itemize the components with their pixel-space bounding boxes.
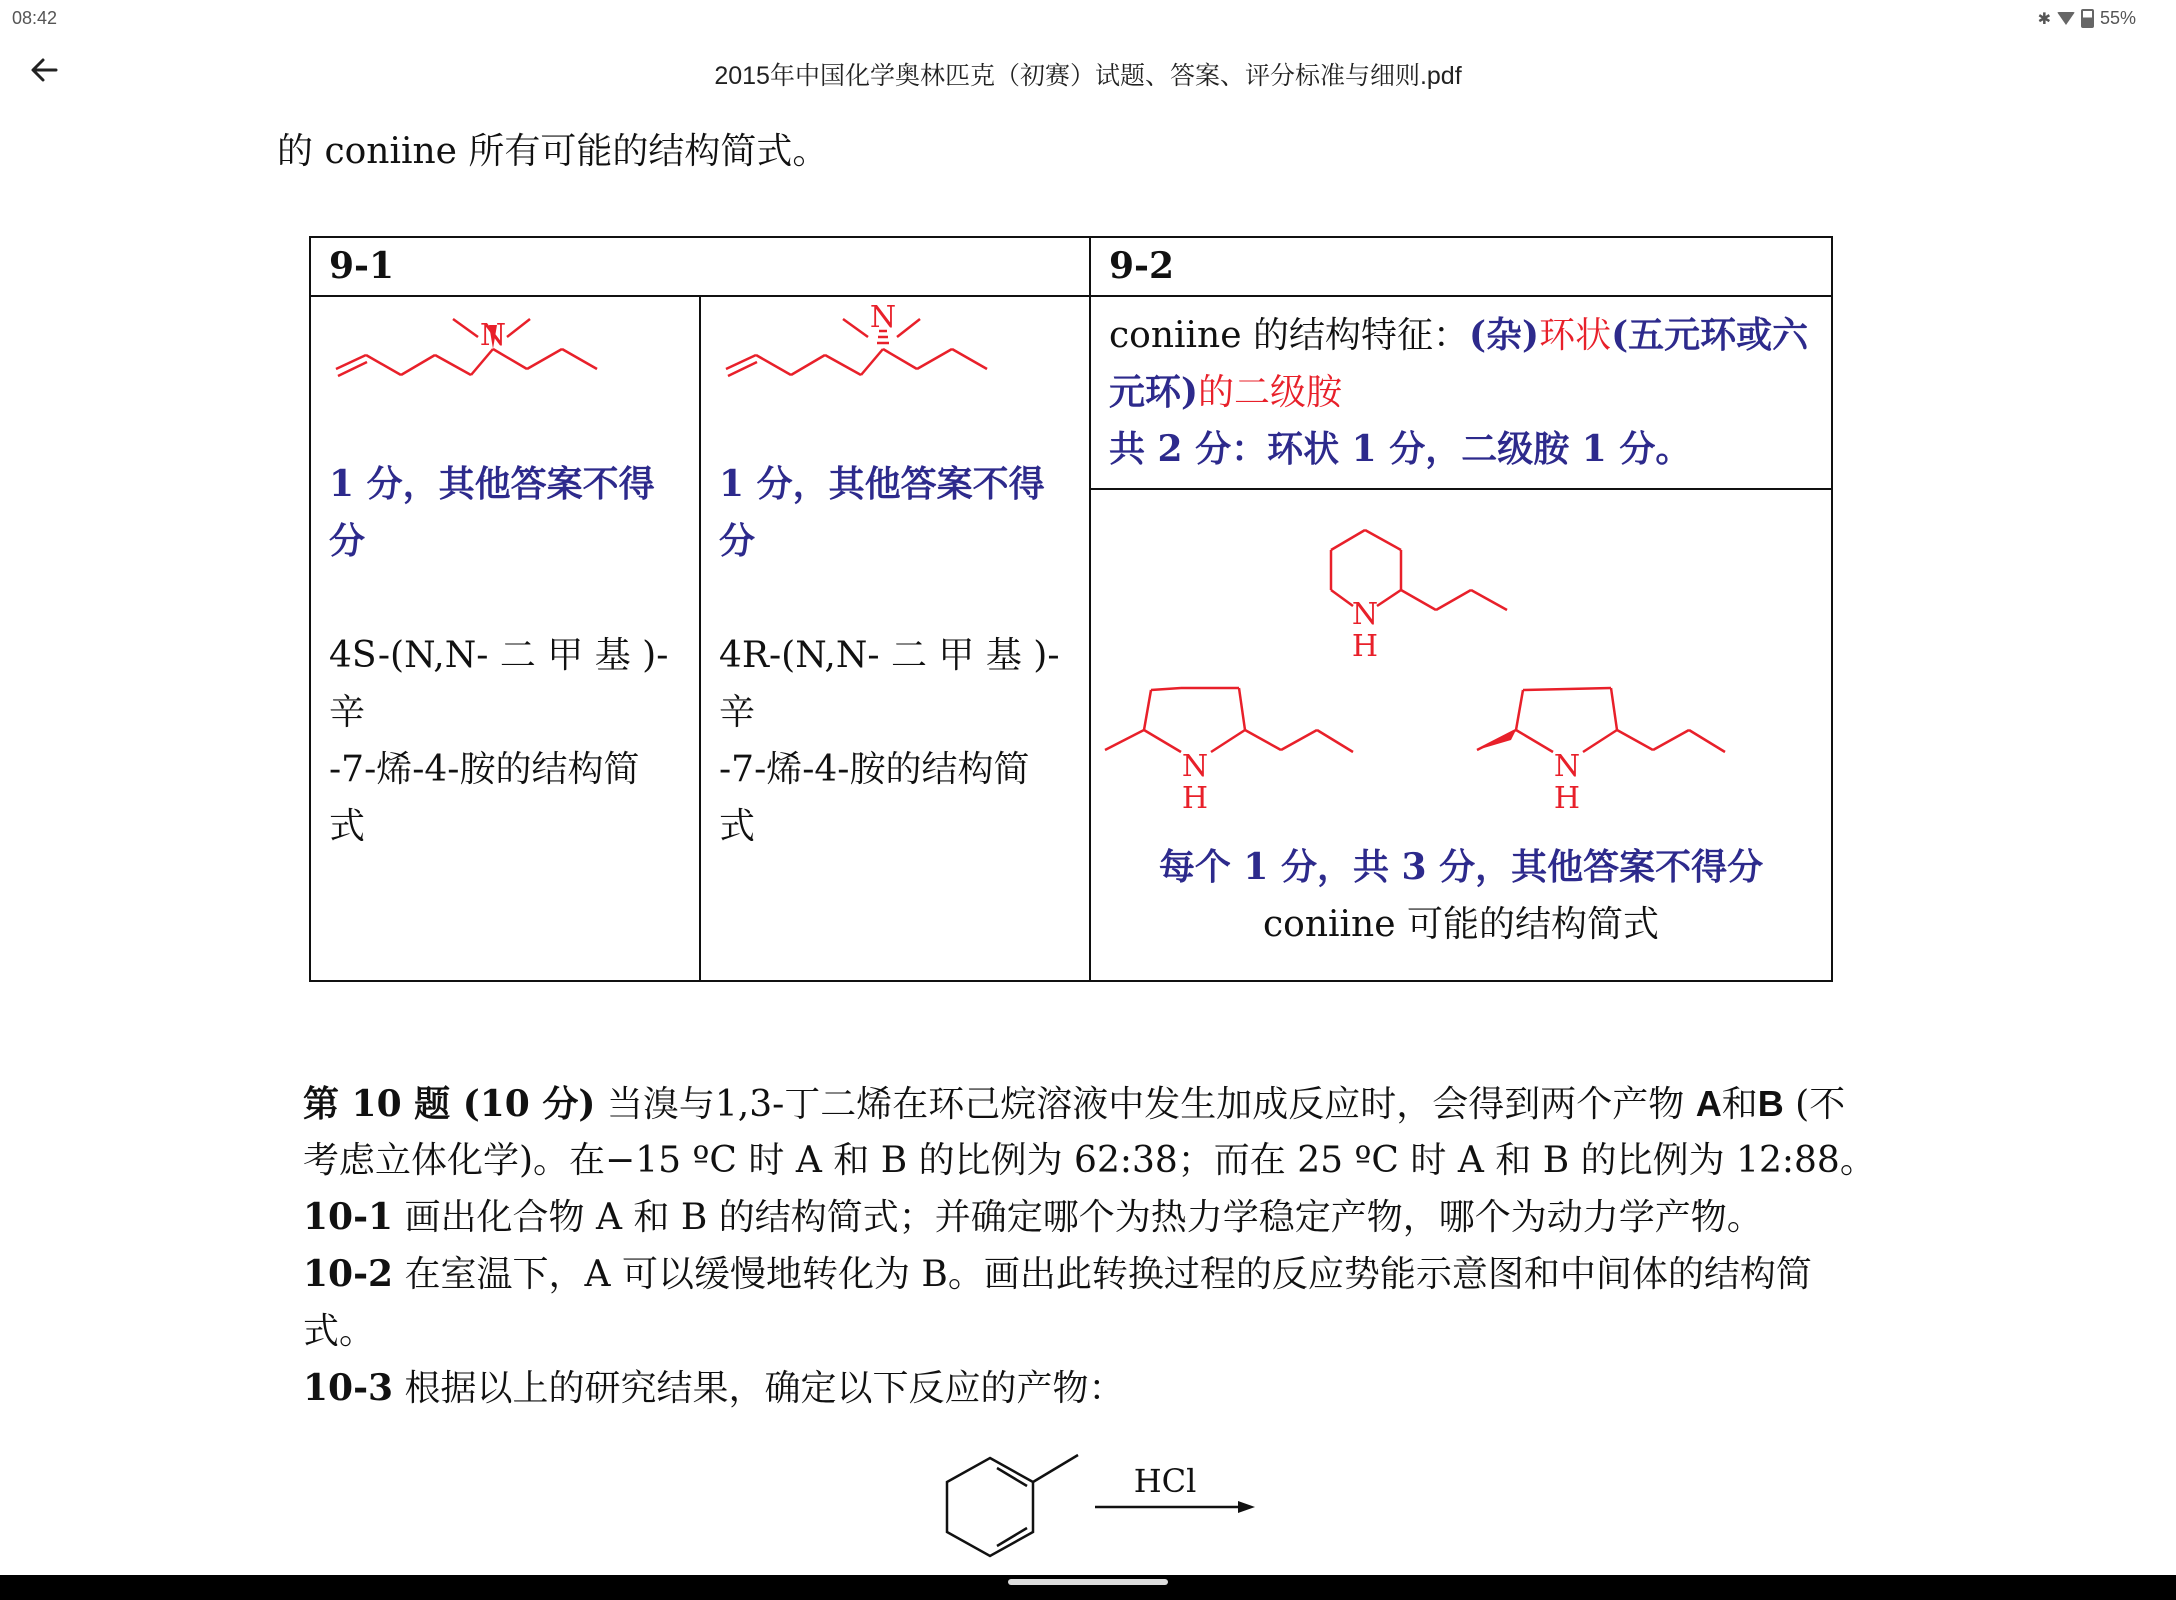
bluetooth-icon: ✱ xyxy=(2037,10,2051,28)
app-bar xyxy=(0,38,2176,103)
question-10-1: 10-1 画出化合物 A 和 B 的结构简式；并确定哪个为热力学稳定产物，哪个为动力学产物。 xyxy=(303,1196,1763,1238)
status-icons xyxy=(2038,8,2136,29)
nitrogen-label: N xyxy=(1351,597,1379,632)
features-score: 共 2 分：环状 1 分，二级胺 1 分。 xyxy=(1109,428,1692,470)
reaction-scheme xyxy=(900,1440,1280,1575)
score-note-cont: 分 xyxy=(329,520,366,562)
cell-4S xyxy=(310,296,700,981)
compound-name-2: -7-烯-4-胺的结构简 xyxy=(329,749,640,790)
features-line-1: coniine 的结构特征：(杂)环状(五元环或六 xyxy=(1109,314,1809,356)
compound-name: 4S-(N,N- 二 甲 基 )- 辛 xyxy=(329,635,669,733)
structure-4r-dimethylamine xyxy=(701,297,1089,447)
question-10-2-cont: 式。 xyxy=(303,1311,376,1352)
coniine-structures-drawing xyxy=(1091,490,1831,830)
cell-coniine-structures xyxy=(1090,489,1832,981)
question-10-line-2: 考虑立体化学)。在−15 ºC 时 A 和 B 的比例为 62:38；而在 25 ºC 时 A 和 B 的比例为 12:88。 xyxy=(303,1140,1876,1181)
battery-level: 55% xyxy=(2099,8,2136,28)
nitrogen-label: N xyxy=(1181,749,1209,784)
intro-line: 的 coniine 所有可能的结构简式。 xyxy=(277,131,829,172)
cell-coniine-features xyxy=(1090,296,1832,489)
structures-score: 每个 1 分，共 3 分，其他答案不得分 xyxy=(1158,846,1764,888)
compound-name-3: 式 xyxy=(329,806,366,847)
reagent-label: HCl xyxy=(1133,1462,1197,1500)
compound-name-3: 式 xyxy=(719,806,756,847)
nitrogen-label: N xyxy=(479,318,507,353)
question-10-2: 10-2 在室温下，A 可以缓慢地转化为 B。画出此转换过程的反应势能示意图和中间体的结构简 xyxy=(303,1253,1812,1295)
hydrogen-label: H xyxy=(1181,781,1209,816)
battery-icon xyxy=(2081,9,2094,28)
hydrogen-label: H xyxy=(1351,629,1379,664)
answer-table xyxy=(309,236,1833,982)
nitrogen-label: N xyxy=(1553,749,1581,784)
nitrogen-label: N xyxy=(869,300,897,335)
arrow-head xyxy=(1238,1501,1255,1513)
document-title: 2015年中国化学奥林匹克（初赛）试题、答案、评分标准与细则.pdf xyxy=(714,62,1462,90)
score-note: 1 分，其他答案不得 xyxy=(329,463,655,505)
score-note-cont: 分 xyxy=(719,520,756,562)
structures-caption: coniine 可能的结构简式 xyxy=(1263,904,1659,945)
header-9-2: 9-2 xyxy=(1090,237,1832,296)
header-9-1: 9-1 xyxy=(310,237,1090,296)
gesture-handle[interactable] xyxy=(1008,1579,1168,1585)
compound-name-2: -7-烯-4-胺的结构简 xyxy=(719,749,1030,790)
question-10-3: 10-3 根据以上的研究结果，确定以下反应的产物： xyxy=(303,1367,1125,1409)
score-note: 1 分，其他答案不得 xyxy=(719,463,1045,505)
compound-name: 4R-(N,N- 二 甲 基 )- 辛 xyxy=(719,635,1060,733)
cell-4R xyxy=(700,296,1090,981)
hydrogen-label: H xyxy=(1553,781,1581,816)
status-bar xyxy=(0,0,2176,38)
status-time: 08:42 xyxy=(12,8,58,28)
wifi-icon xyxy=(2057,12,2075,25)
features-line-2: 元环)的二级胺 xyxy=(1109,371,1343,413)
question-10-line-1: 第 10 题 (10 分) 当溴与1,3-丁二烯在环己烷溶液中发生加成反应时，会得到两个产物 A和B (不 xyxy=(303,1083,1846,1125)
structure-4s-dimethylamine xyxy=(311,297,699,447)
